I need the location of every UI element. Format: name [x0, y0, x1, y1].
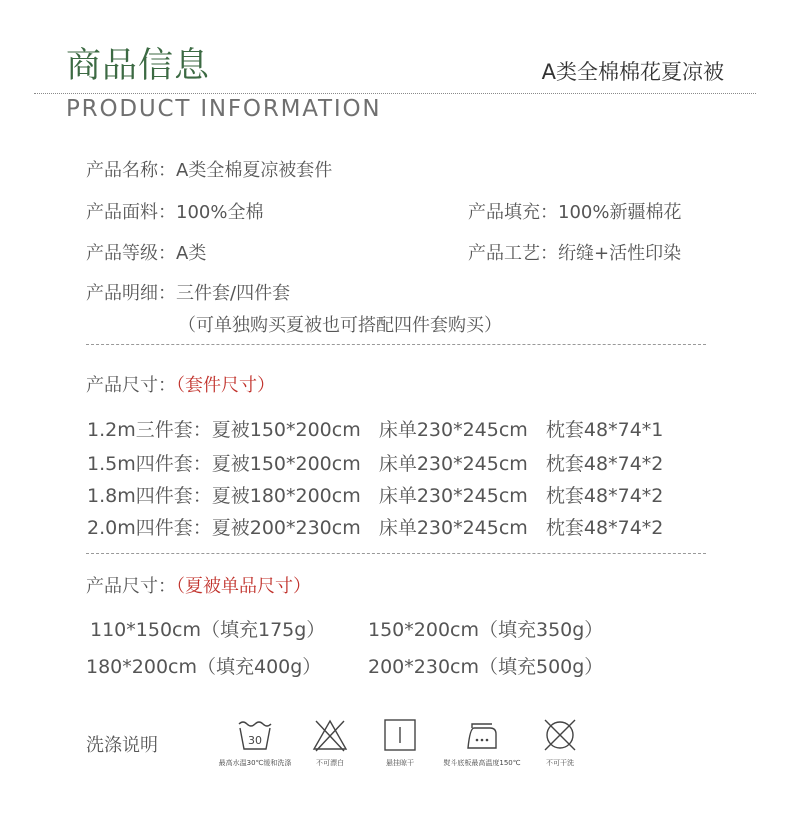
single-size-tag: （夏被单品尺寸） — [176, 576, 311, 597]
info-product-name: 产品名称：A类全棉夏凉被套件 — [86, 160, 333, 181]
single-size-heading — [86, 572, 311, 598]
single-size-label: 产品尺寸： — [86, 576, 176, 597]
set-size-row: 1.2m三件套：夏被150*200cm 床单230*245cm 枕套48*74*1 — [87, 419, 664, 441]
header-divider — [34, 93, 756, 94]
set-size-row: 2.0m四件套：夏被200*230cm 床单230*245cm 枕套48*74*2 — [87, 517, 664, 539]
wash-caption: 最高水温30℃缓和洗涤 — [218, 759, 292, 767]
set-size-tag: （套件尺寸） — [176, 375, 275, 396]
set-size-heading — [86, 371, 275, 397]
english-title: PRODUCT INFORMATION — [66, 96, 382, 122]
wash-caption: 不可干洗 — [546, 759, 574, 767]
hang-dry-icon — [383, 718, 417, 752]
single-size-item: 110*150cm（填充175g） — [90, 619, 326, 641]
wash-caption: 熨斗底板最高温度150℃ — [443, 759, 521, 767]
wash-30-item — [210, 718, 300, 768]
hang-dry-item — [365, 718, 435, 768]
set-size-row: 1.8m四件套：夏被180*200cm 床单230*245cm 枕套48*74*2 — [87, 485, 664, 507]
no-dry-clean-icon — [542, 718, 578, 752]
no-bleach-item — [295, 718, 365, 768]
info-grade: 产品等级：A类 — [86, 243, 207, 264]
single-size-item: 150*200cm（填充350g） — [368, 619, 604, 641]
product-subtitle: A类全棉棉花夏凉被 — [541, 60, 724, 84]
wash-caption: 不可漂白 — [316, 759, 344, 767]
set-size-label: 产品尺寸： — [86, 375, 176, 396]
wash-caption: 悬挂晾干 — [386, 759, 414, 767]
info-craft: 产品工艺：绗缝+活性印染 — [468, 243, 682, 264]
no-bleach-icon — [312, 718, 348, 752]
page-title: 商品信息 — [66, 46, 211, 86]
info-detail-note: （可单独购买夏被也可搭配四件套购买） — [178, 315, 502, 336]
single-size-item: 180*200cm（填充400g） — [86, 656, 322, 678]
wash-30-icon — [237, 718, 273, 752]
info-filling: 产品填充：100%新疆棉花 — [468, 202, 682, 223]
iron-150-item — [432, 718, 532, 768]
iron-150-icon — [462, 718, 502, 752]
info-fabric: 产品面料：100%全棉 — [86, 202, 264, 223]
single-size-item: 200*230cm（填充500g） — [368, 656, 604, 678]
section-divider-2 — [86, 553, 706, 554]
set-size-row: 1.5m四件套：夏被150*200cm 床单230*245cm 枕套48*74*2 — [87, 453, 664, 475]
wash-temp-text: 30 — [248, 734, 262, 747]
section-divider-1 — [86, 344, 706, 345]
washing-label: 洗涤说明 — [86, 735, 158, 756]
info-detail: 产品明细：三件套/四件套 — [86, 283, 291, 304]
no-dry-clean-item — [525, 718, 595, 768]
